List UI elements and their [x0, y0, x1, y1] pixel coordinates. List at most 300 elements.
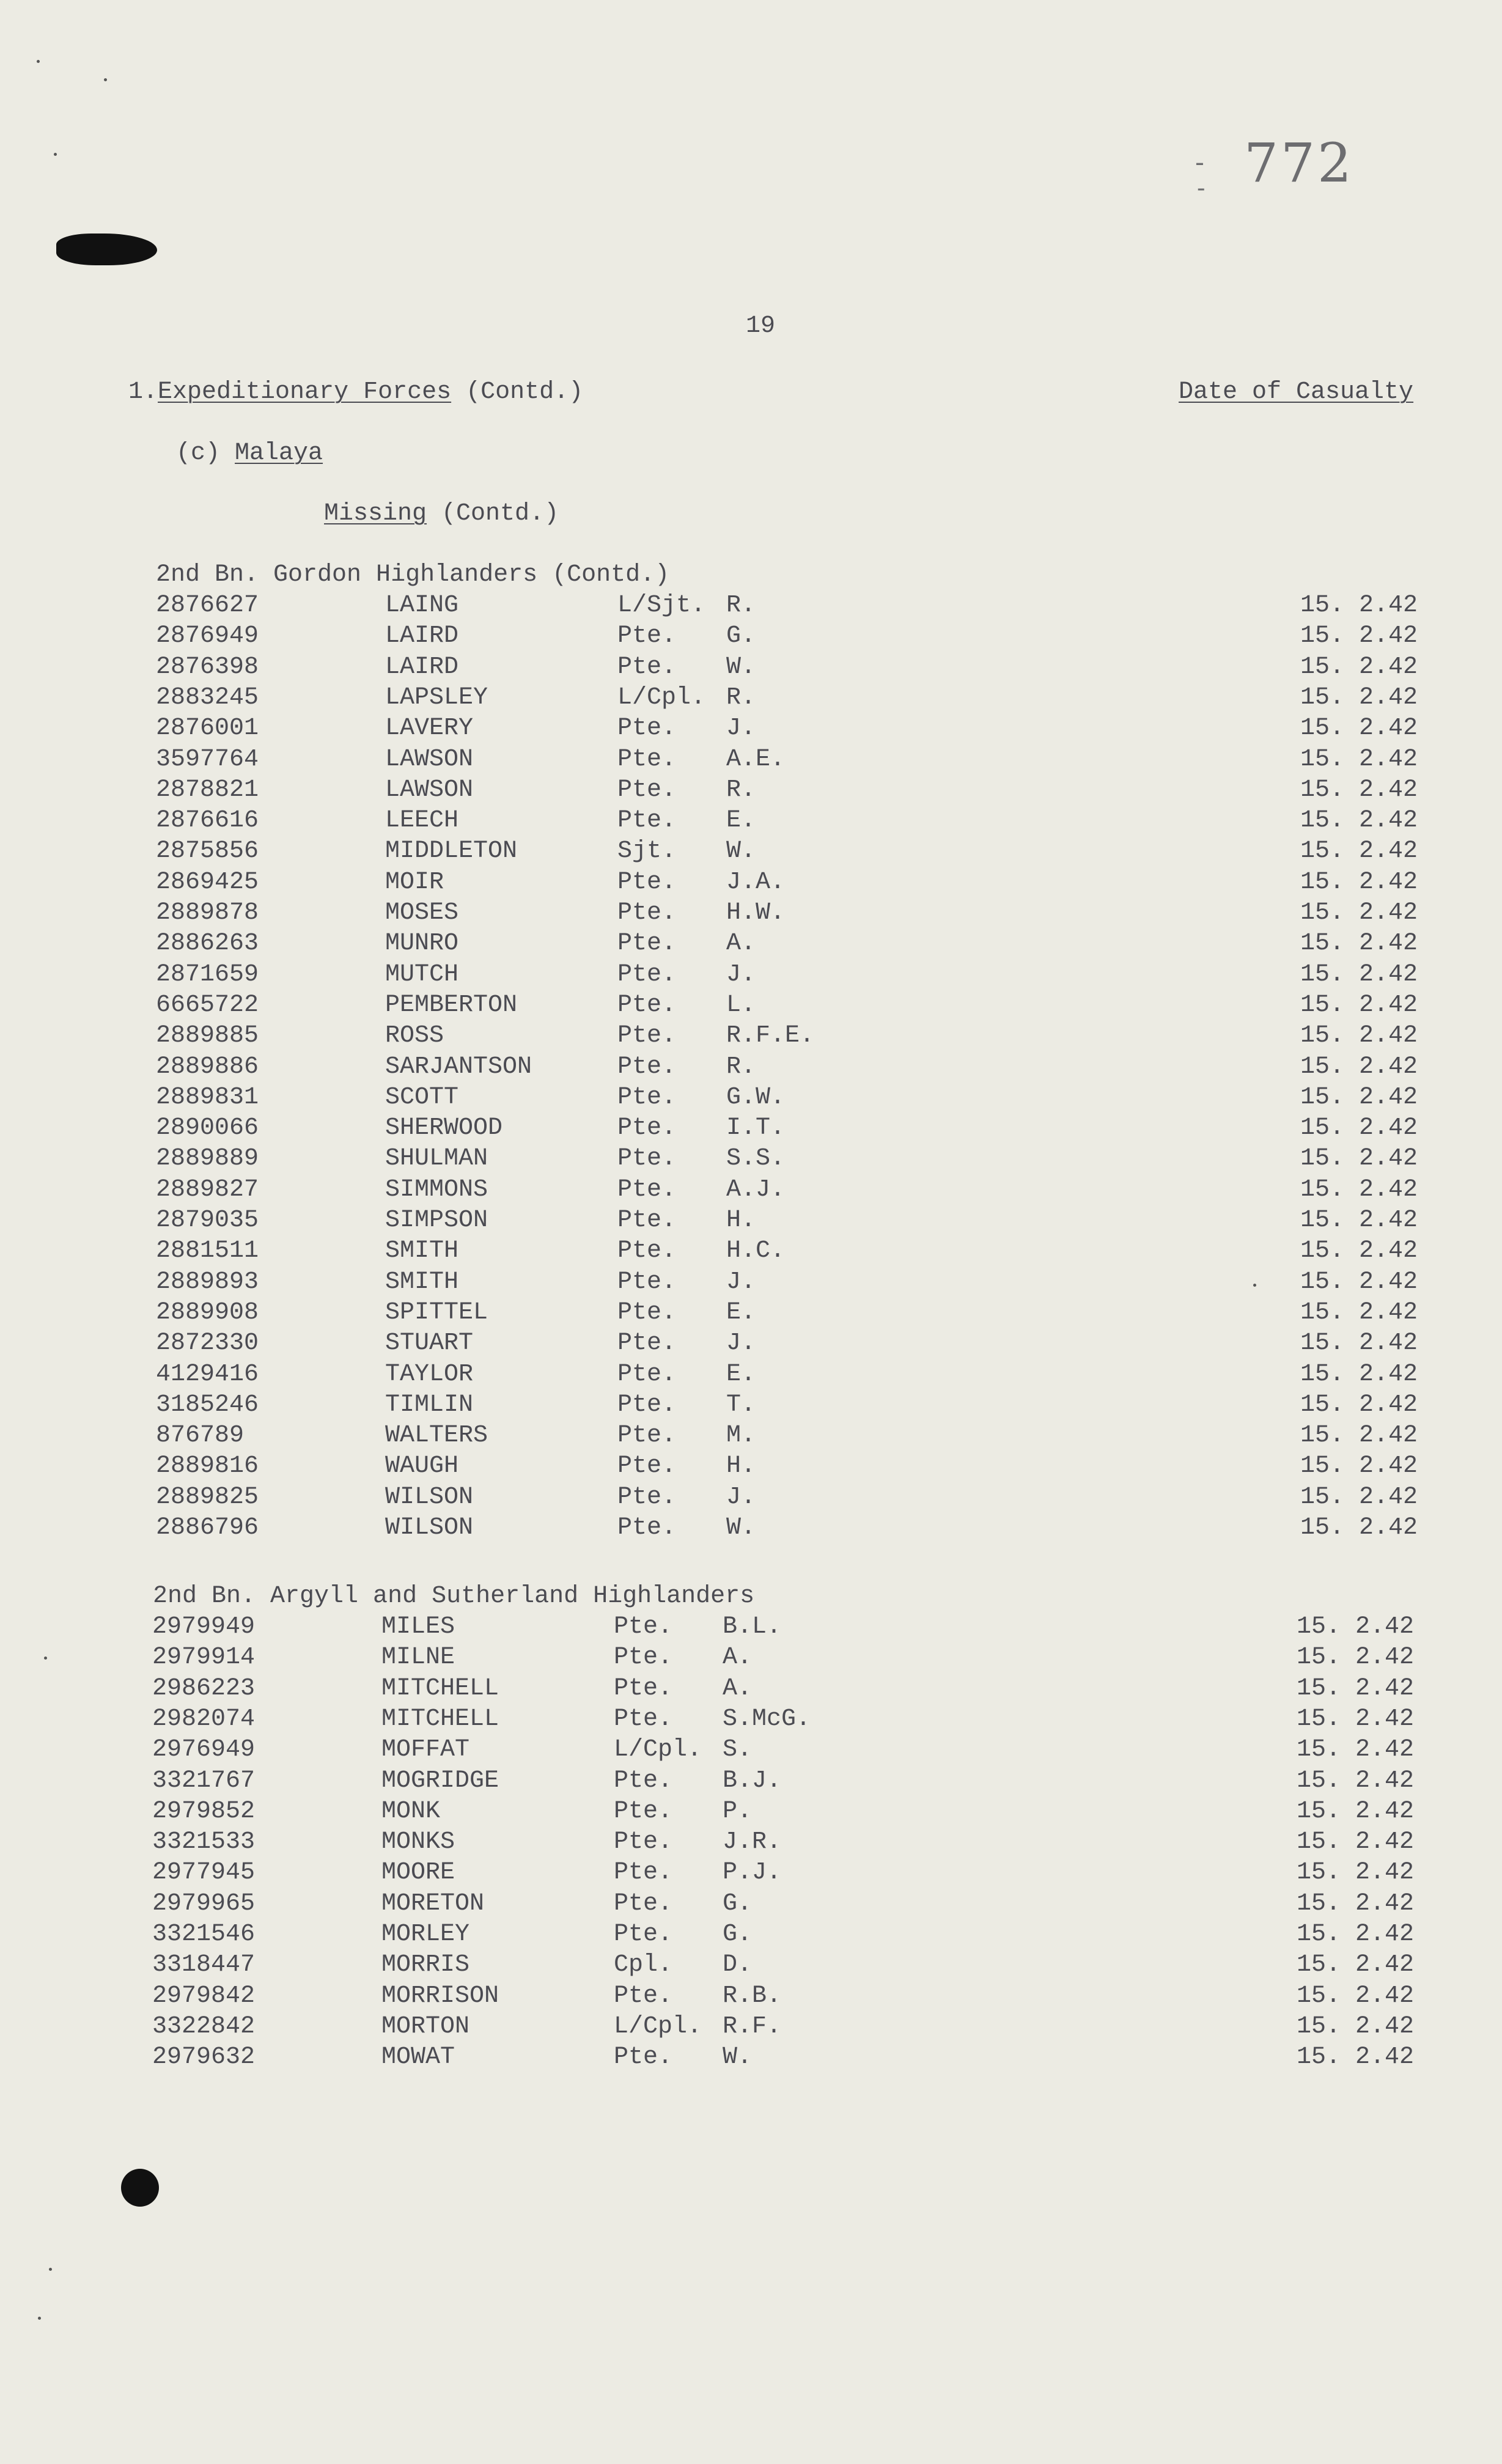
casualty-date: 15. 2.42 — [1300, 1422, 1418, 1450]
casualty-row — [0, 806, 1502, 837]
initials: R.F.E. — [726, 1022, 815, 1050]
service-number: 3322842 — [152, 2012, 256, 2040]
speck — [104, 78, 107, 81]
casualty-row — [0, 2012, 1498, 2043]
surname: MOORE — [381, 1859, 455, 1887]
service-number: 2979852 — [152, 1797, 256, 1825]
service-number: 2879035 — [156, 1207, 259, 1234]
casualty-row — [0, 1144, 1502, 1175]
rank: Pte. — [617, 1237, 677, 1265]
casualty-row — [0, 1083, 1502, 1114]
service-number: 4129416 — [156, 1360, 259, 1388]
rank: Pte. — [617, 899, 677, 927]
casualty-row — [0, 1828, 1498, 1858]
casualty-date: 15. 2.42 — [1300, 1145, 1418, 1173]
surname: MIDDLETON — [385, 837, 518, 866]
casualty-row — [0, 1513, 1502, 1544]
casualty-date: 15. 2.42 — [1300, 899, 1418, 927]
casualty-date: 15. 2.42 — [1300, 837, 1418, 866]
surname: SPITTEL — [385, 1298, 488, 1326]
initials: A. — [726, 930, 756, 958]
surname: TIMLIN — [385, 1391, 474, 1419]
surname: MOIR — [385, 868, 444, 896]
surname: LAIRD — [385, 622, 459, 650]
casualty-row — [0, 1206, 1502, 1237]
surname: MONKS — [381, 1828, 455, 1856]
service-number: 2886263 — [156, 930, 259, 958]
initials: B.J. — [723, 1767, 782, 1795]
rank: Pte. — [614, 1767, 673, 1795]
casualty-row — [0, 837, 1502, 867]
surname: MORTON — [381, 2012, 470, 2040]
rank: Pte. — [617, 622, 677, 650]
section-title: Expeditionary Forces — [158, 378, 452, 406]
casualty-date: 15. 2.42 — [1300, 1053, 1418, 1081]
surname: MONK — [381, 1797, 441, 1825]
initials: H.C. — [726, 1237, 786, 1265]
rank: Pte. — [614, 1828, 673, 1856]
initials: L. — [726, 991, 756, 1019]
service-number: 2890066 — [156, 1114, 259, 1142]
service-number: 2876627 — [156, 592, 259, 619]
surname: SMITH — [385, 1237, 459, 1265]
initials: M. — [726, 1422, 756, 1450]
service-number: 2889886 — [156, 1053, 259, 1081]
casualty-date: 15. 2.42 — [1300, 1298, 1418, 1326]
service-number: 2889889 — [156, 1145, 259, 1173]
casualty-date: 15. 2.42 — [1300, 653, 1418, 681]
rank: Pte. — [617, 1207, 677, 1234]
casualty-date: 15. 2.42 — [1300, 1022, 1418, 1050]
rank: Pte. — [617, 960, 677, 988]
surname: SARJANTSON — [385, 1053, 532, 1081]
casualty-row — [0, 991, 1502, 1021]
surname: LEECH — [385, 807, 459, 835]
casualty-date: 15. 2.42 — [1297, 1674, 1415, 1702]
service-number: 3318447 — [152, 1951, 256, 1979]
surname: WAUGH — [385, 1452, 459, 1480]
casualty-row — [0, 1889, 1498, 1920]
service-number: 2889908 — [156, 1298, 259, 1326]
casualty-row — [0, 1920, 1498, 1951]
surname: STUART — [385, 1329, 474, 1358]
initials: W. — [723, 2043, 753, 2072]
initials: B.L. — [723, 1613, 782, 1641]
surname: SHERWOOD — [385, 1114, 503, 1142]
casualty-row — [0, 1329, 1502, 1359]
casualty-row — [0, 1268, 1502, 1298]
service-number: 2876616 — [156, 807, 259, 835]
surname: MOGRIDGE — [381, 1767, 499, 1795]
service-number: 6665722 — [156, 991, 259, 1019]
initials: W. — [726, 1514, 756, 1542]
casualty-row — [0, 1982, 1498, 2012]
casualty-date: 15. 2.42 — [1297, 1705, 1415, 1733]
surname: MILES — [381, 1613, 455, 1641]
casualty-row — [0, 745, 1502, 776]
casualty-date: 15. 2.42 — [1300, 1452, 1418, 1480]
service-number: 2979842 — [152, 1982, 256, 2010]
casualty-row — [0, 1298, 1502, 1329]
initials: H.W. — [726, 899, 786, 927]
folio-mark: - — [1195, 147, 1204, 178]
status-title: Missing — [324, 500, 427, 528]
casualty-row — [0, 1705, 1498, 1735]
rank: Pte. — [617, 807, 677, 835]
casualty-row — [0, 1767, 1498, 1797]
casualty-date: 15. 2.42 — [1300, 1083, 1418, 1111]
casualty-row — [0, 1858, 1498, 1889]
service-number: 2976949 — [152, 1736, 256, 1764]
casualty-date: 15. 2.42 — [1300, 715, 1418, 743]
casualty-date: 15. 2.42 — [1300, 930, 1418, 958]
initials: S.S. — [726, 1145, 786, 1173]
service-number: 2979914 — [152, 1644, 256, 1672]
service-number: 3321533 — [152, 1828, 256, 1856]
rank: L/Cpl. — [617, 683, 706, 712]
initials: P. — [723, 1797, 753, 1825]
initials: R.F. — [723, 2012, 782, 2040]
initials: A.E. — [726, 745, 786, 773]
service-number: 2876949 — [156, 622, 259, 650]
surname: LAWSON — [385, 776, 474, 804]
casualty-date: 15. 2.42 — [1300, 1268, 1418, 1296]
casualty-date: 15. 2.42 — [1297, 1951, 1415, 1979]
service-number: 2883245 — [156, 683, 259, 712]
casualty-row — [0, 1613, 1498, 1643]
status-heading — [324, 499, 559, 529]
service-number: 2871659 — [156, 960, 259, 988]
casualty-row — [0, 1735, 1498, 1766]
casualty-row — [0, 1643, 1498, 1674]
initials: P.J. — [723, 1859, 782, 1887]
service-number: 2889885 — [156, 1022, 259, 1050]
casualty-row — [0, 899, 1502, 929]
rank: Pte. — [617, 1175, 677, 1204]
service-number: 2977945 — [152, 1859, 256, 1887]
initials: J. — [726, 1329, 756, 1358]
casualty-row — [0, 622, 1502, 652]
casualty-row — [0, 960, 1502, 991]
casualty-row — [0, 2043, 1498, 2073]
initials: A. — [723, 1644, 753, 1672]
casualty-date: 15. 2.42 — [1300, 1391, 1418, 1419]
initials: G.W. — [726, 1083, 786, 1111]
initials: D. — [723, 1951, 753, 1979]
casualty-row — [0, 776, 1502, 806]
rank: Pte. — [614, 1921, 673, 1948]
service-number: 2876001 — [156, 715, 259, 743]
initials: R. — [726, 1053, 756, 1081]
service-number: 2876398 — [156, 653, 259, 681]
initials: G. — [723, 1921, 753, 1948]
rank: Sjt. — [617, 837, 677, 866]
service-number: 3185246 — [156, 1391, 259, 1419]
rank: Pte. — [617, 868, 677, 896]
unit-heading: 2nd Bn. Argyll and Sutherland Highlanders — [153, 1583, 755, 1610]
section-number: 1. — [128, 378, 158, 406]
initials: E. — [726, 1298, 756, 1326]
rank: Pte. — [617, 1022, 677, 1050]
folio-number: 772 — [1244, 131, 1354, 194]
service-number: 2889825 — [156, 1483, 259, 1511]
initials: R. — [726, 776, 756, 804]
surname: SIMPSON — [385, 1207, 488, 1234]
rank: Pte. — [617, 745, 677, 773]
casualty-date: 15. 2.42 — [1297, 1982, 1415, 2010]
rank: Pte. — [617, 715, 677, 743]
service-number: 2889893 — [156, 1268, 259, 1296]
initials: G. — [726, 622, 756, 650]
rank: Pte. — [617, 1483, 677, 1511]
casualty-row — [0, 1360, 1502, 1391]
initials: E. — [726, 1360, 756, 1388]
rank: L/Cpl. — [614, 2012, 702, 2040]
service-number: 2979965 — [152, 1889, 256, 1918]
rank: Pte. — [617, 1422, 677, 1450]
rank: Pte. — [617, 653, 677, 681]
initials: G. — [723, 1889, 753, 1918]
surname: LAWSON — [385, 745, 474, 773]
status-suffix: (Contd.) — [427, 500, 559, 528]
rank: Pte. — [617, 1268, 677, 1296]
rank: Pte. — [617, 1391, 677, 1419]
surname: MOWAT — [381, 2043, 455, 2072]
casualty-date: 15. 2.42 — [1300, 960, 1418, 988]
surname: SCOTT — [385, 1083, 459, 1111]
casualty-date: 15. 2.42 — [1300, 683, 1418, 712]
initials: H. — [726, 1452, 756, 1480]
subsection-label: (c) — [176, 439, 221, 467]
unit-heading: 2nd Bn. Gordon Highlanders (Contd.) — [156, 561, 670, 589]
surname: MILNE — [381, 1644, 455, 1672]
service-number: 2878821 — [156, 776, 259, 804]
initials: W. — [726, 653, 756, 681]
rank: Cpl. — [614, 1951, 673, 1979]
service-number: 876789 — [156, 1422, 245, 1450]
casualty-date: 15. 2.42 — [1297, 1828, 1415, 1856]
service-number: 2889827 — [156, 1175, 259, 1204]
casualty-date: 15. 2.42 — [1297, 2012, 1415, 2040]
surname: WALTERS — [385, 1422, 488, 1450]
casualty-date: 15. 2.42 — [1300, 1175, 1418, 1204]
casualty-date: 15. 2.42 — [1300, 745, 1418, 773]
initials: W. — [726, 837, 756, 866]
service-number: 3321767 — [152, 1767, 256, 1795]
date-of-casualty-header: Date of Casualty — [1179, 378, 1414, 406]
casualty-date: 15. 2.42 — [1297, 1921, 1415, 1948]
rank: Pte. — [614, 1705, 673, 1733]
initials: S. — [723, 1736, 753, 1764]
rank: L/Cpl. — [614, 1736, 702, 1764]
surname: PEMBERTON — [385, 991, 518, 1019]
initials: R. — [726, 592, 756, 619]
casualty-date: 15. 2.42 — [1300, 991, 1418, 1019]
rank: Pte. — [614, 1674, 673, 1702]
surname: SMITH — [385, 1268, 459, 1296]
casualty-row — [0, 929, 1502, 960]
surname: LAING — [385, 592, 459, 619]
initials: J.R. — [723, 1828, 782, 1856]
surname: MITCHELL — [381, 1674, 499, 1702]
rank: Pte. — [614, 1797, 673, 1825]
rank: Pte. — [617, 1298, 677, 1326]
subsection-heading — [176, 439, 323, 468]
casualty-date: 15. 2.42 — [1300, 1483, 1418, 1511]
rank: Pte. — [617, 1360, 677, 1388]
service-number: 2872330 — [156, 1329, 259, 1358]
rank: L/Sjt. — [617, 592, 706, 619]
rank: Pte. — [617, 1145, 677, 1173]
initials: J. — [726, 715, 756, 743]
surname: MOFFAT — [381, 1736, 470, 1764]
service-number: 2881511 — [156, 1237, 259, 1265]
casualty-row — [0, 683, 1502, 714]
service-number: 2979632 — [152, 2043, 256, 2072]
casualty-row — [0, 1021, 1502, 1052]
speck — [37, 60, 40, 63]
casualty-date: 15. 2.42 — [1300, 1114, 1418, 1142]
initials: R. — [726, 683, 756, 712]
subsection-title: Malaya — [235, 439, 323, 467]
rank: Pte. — [617, 1114, 677, 1142]
speck — [38, 2317, 41, 2320]
surname: MORLEY — [381, 1921, 470, 1948]
surname: ROSS — [385, 1022, 444, 1050]
casualty-row — [0, 1175, 1502, 1206]
surname: WILSON — [385, 1483, 474, 1511]
rank: Pte. — [614, 1613, 673, 1641]
casualty-date: 15. 2.42 — [1297, 1613, 1415, 1641]
surname: MUTCH — [385, 960, 459, 988]
casualty-date: 15. 2.42 — [1300, 1514, 1418, 1542]
service-number: 2886796 — [156, 1514, 259, 1542]
surname: SIMMONS — [385, 1175, 488, 1204]
rank: Pte. — [617, 1329, 677, 1358]
rank: Pte. — [614, 1859, 673, 1887]
casualty-date: 15. 2.42 — [1297, 1767, 1415, 1795]
casualty-date: 15. 2.42 — [1300, 1207, 1418, 1234]
casualty-date: 15. 2.42 — [1300, 592, 1418, 619]
initials: J. — [726, 1268, 756, 1296]
ink-blot — [56, 234, 157, 265]
service-number: 2889816 — [156, 1452, 259, 1480]
service-number: 3321546 — [152, 1921, 256, 1948]
service-number: 2982074 — [152, 1705, 256, 1733]
speck — [54, 153, 57, 156]
rank: Pte. — [617, 1452, 677, 1480]
casualty-date: 15. 2.42 — [1300, 868, 1418, 896]
section-heading — [128, 378, 583, 407]
surname: WILSON — [385, 1514, 474, 1542]
surname: MOSES — [385, 899, 459, 927]
speck — [49, 2268, 52, 2271]
initials: I.T. — [726, 1114, 786, 1142]
casualty-row — [0, 653, 1502, 683]
casualty-date: 15. 2.42 — [1300, 807, 1418, 835]
rank: Pte. — [617, 991, 677, 1019]
service-number: 3597764 — [156, 745, 259, 773]
service-number: 2979949 — [152, 1613, 256, 1641]
casualty-date: 15. 2.42 — [1300, 1237, 1418, 1265]
service-number: 2875856 — [156, 837, 259, 866]
casualty-date: 15. 2.42 — [1297, 1644, 1415, 1672]
initials: H. — [726, 1207, 756, 1234]
rank: Pte. — [617, 1514, 677, 1542]
surname: MITCHELL — [381, 1705, 499, 1733]
page-number: 19 — [746, 312, 776, 340]
surname: MUNRO — [385, 930, 459, 958]
surname: LAPSLEY — [385, 683, 488, 712]
casualty-date: 15. 2.42 — [1300, 776, 1418, 804]
initials: J. — [726, 1483, 756, 1511]
casualty-row — [0, 1391, 1502, 1421]
casualty-row — [0, 1951, 1498, 1981]
initials: E. — [726, 807, 756, 835]
casualty-date: 15. 2.42 — [1300, 1329, 1418, 1358]
casualty-row — [0, 1237, 1502, 1267]
surname: LAIRD — [385, 653, 459, 681]
surname: MORRISON — [381, 1982, 499, 2010]
casualty-row — [0, 1114, 1502, 1144]
rank: Pte. — [617, 1053, 677, 1081]
surname: TAYLOR — [385, 1360, 474, 1388]
surname: SHULMAN — [385, 1145, 488, 1173]
casualty-row — [0, 868, 1502, 899]
surname: MORRIS — [381, 1951, 470, 1979]
casualty-date: 15. 2.42 — [1300, 1360, 1418, 1388]
rank: Pte. — [614, 1982, 673, 2010]
service-number: 2986223 — [152, 1674, 256, 1702]
casualty-row — [0, 1053, 1502, 1083]
casualty-row — [0, 1483, 1502, 1513]
service-number: 2889878 — [156, 899, 259, 927]
surname: LAVERY — [385, 715, 474, 743]
casualty-row — [0, 1674, 1498, 1705]
initials: J. — [726, 960, 756, 988]
rank: Pte. — [617, 930, 677, 958]
surname: MORETON — [381, 1889, 485, 1918]
initials: A. — [723, 1674, 753, 1702]
casualty-row — [0, 1452, 1502, 1482]
initials: J.A. — [726, 868, 786, 896]
service-number: 2869425 — [156, 868, 259, 896]
casualty-date: 15. 2.42 — [1297, 1736, 1415, 1764]
initials: R.B. — [723, 1982, 782, 2010]
rank: Pte. — [614, 1644, 673, 1672]
casualty-row — [0, 591, 1502, 622]
casualty-row — [0, 1797, 1498, 1828]
casualty-date: 15. 2.42 — [1297, 1797, 1415, 1825]
rank: Pte. — [614, 2043, 673, 2072]
service-number: 2889831 — [156, 1083, 259, 1111]
rank: Pte. — [617, 1083, 677, 1111]
casualty-row — [0, 714, 1502, 745]
casualty-date: 15. 2.42 — [1297, 1889, 1415, 1918]
initials: S.McG. — [723, 1705, 811, 1733]
initials: T. — [726, 1391, 756, 1419]
initials: A.J. — [726, 1175, 786, 1204]
casualty-date: 15. 2.42 — [1300, 622, 1418, 650]
casualty-row — [0, 1421, 1502, 1452]
rank: Pte. — [617, 776, 677, 804]
punch-hole — [121, 2169, 159, 2207]
folio-mark-lower: - — [1197, 174, 1206, 202]
casualty-date: 15. 2.42 — [1297, 1859, 1415, 1887]
section-suffix: (Contd.) — [451, 378, 584, 406]
casualty-date: 15. 2.42 — [1297, 2043, 1415, 2072]
rank: Pte. — [614, 1889, 673, 1918]
